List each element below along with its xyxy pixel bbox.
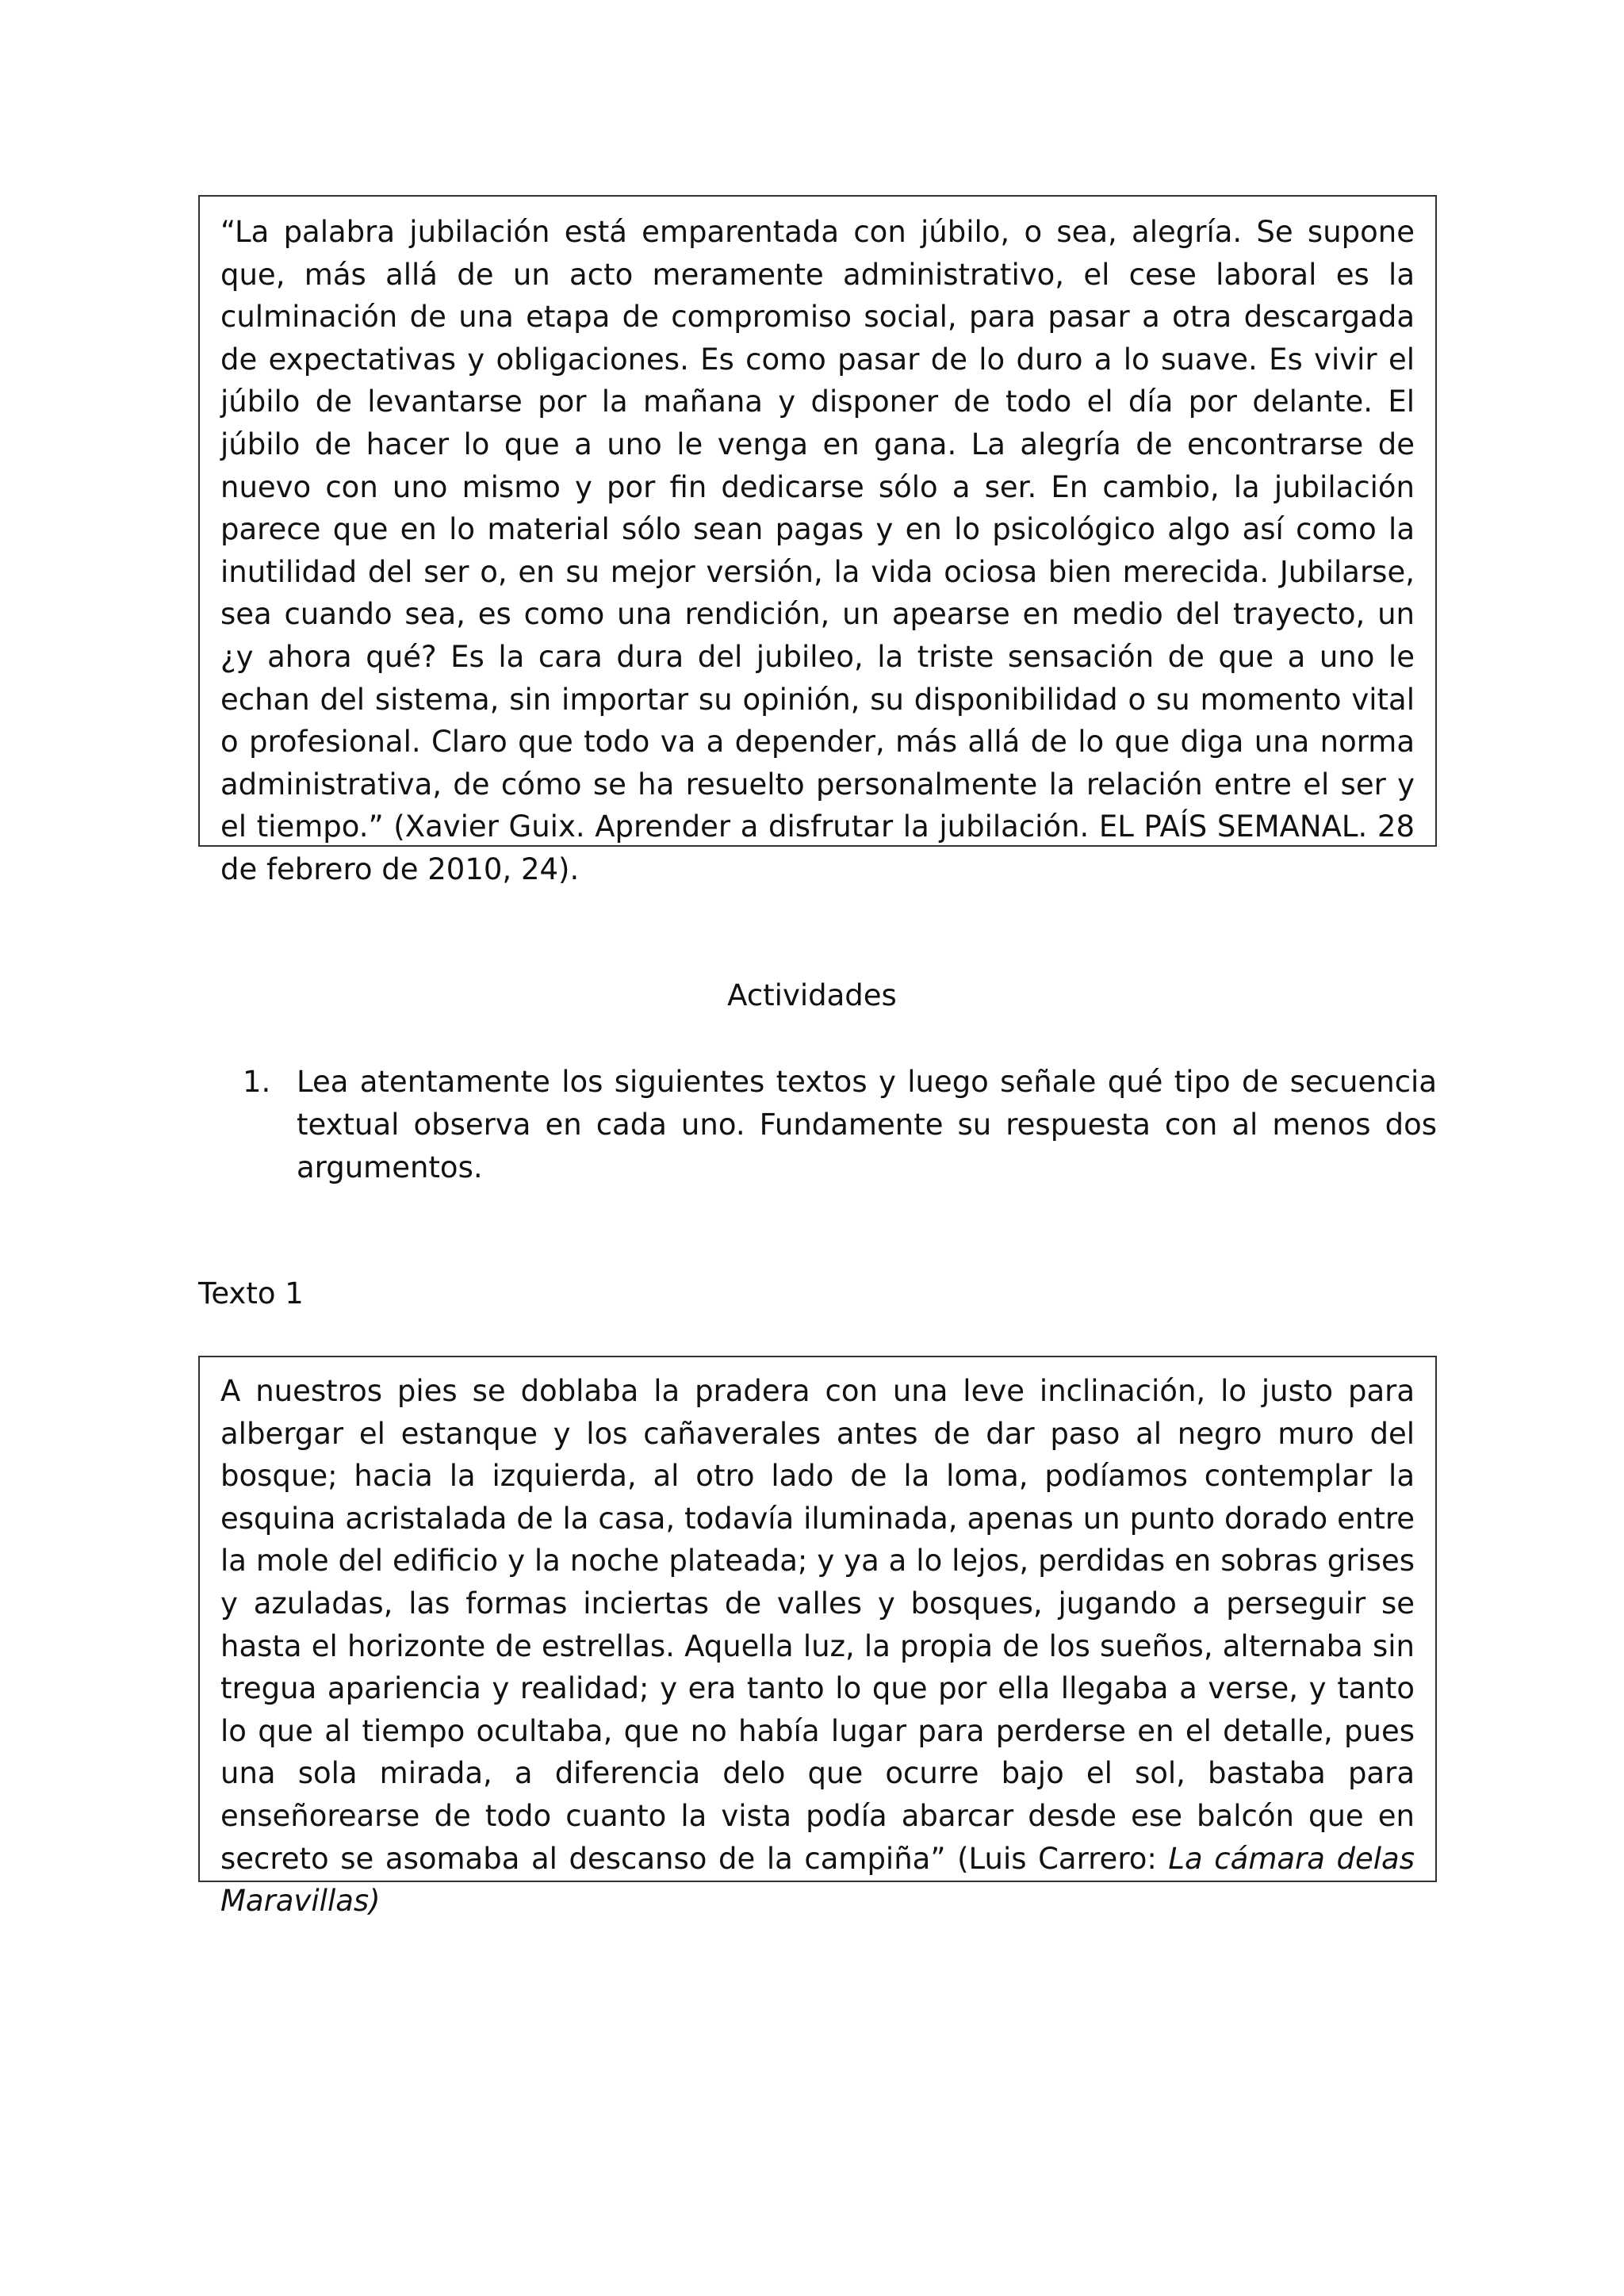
activities-list — [198, 1061, 1437, 1189]
activity-text: Lea atentamente los siguientes textos y luego señale qué tipo de secuencia textual observa en cada uno. Fundamente su respuesta con al menos dos argumentos. — [297, 1065, 1437, 1184]
quote-text: “La palabra jubilación está emparentada con júbilo, o sea, alegría. Se supone que, más allá de un acto meramente administrativo, el cese laboral es la culminación de una etapa de compromiso social, para pasar a otra descargada de expectativas y obligaciones. Es como pasar de lo duro a lo suave. Es vivir el júbilo de levantarse por la mañana y disponer de todo el día por delante. El júbilo de hacer lo que a uno le venga en gana. La alegría de encontrarse de nuevo con uno mismo y por fin dedicarse sólo a ser. En cambio, la jubilación parece que en lo material sólo sean pagas y en lo psicológico algo así como la inutilidad del ser o, en su mejor versión, la vida ociosa bien merecida. Jubilarse, sea cuando sea, es como una rendición, un apearse en medio del trayecto, un ¿y ahora qué? Es la cara dura del jubileo, la triste sensación de que a uno le echan del sistema, sin importar su opinión, su disponibilidad o su momento vital o profesional. Claro que todo va a depender, más allá de lo que diga una norma administrativa, de cómo se ha resuelto personalmente la relación entre el ser y el tiempo.” (Xavier Guix. Aprender a disfrutar la jubilación. EL PAÍS SEMANAL. 28 de febrero de 2010, 24). — [220, 215, 1415, 886]
texto-1-box — [198, 1356, 1437, 1919]
texto-1-body — [220, 1370, 1415, 1923]
texto-1-text: A nuestros pies se doblaba la pradera con una leve inclinación, lo justo para albergar el estanque y los cañaverales antes de dar paso al negro muro del bosque; hacia la izquierda, al otro lado de la loma, podíamos contemplar la esquina acristalada de la casa, todavía iluminada, apenas un punto dorado entre la mole del edificio y la noche plateada; y ya a lo lejos, perdidas en sobras grises y azuladas, las formas inciertas de valles y bosques, jugando a perseguir se hasta el horizonte de estrellas. Aquella luz, la propia de los sueños, alternaba sin tregua apariencia y realidad; y era tanto lo que por ella llegaba a verse, y tanto lo que al tiempo ocultaba, que no había lugar para perderse en el detalle, pues una sola mirada, a diferencia delo que ocurre bajo el sol, bastaba para enseñorearse de todo cuanto la vista podía abarcar desde ese balcón que en secreto se asomaba al descanso de la campiña” (Luis Carrero: — [220, 1374, 1415, 1876]
texto-1-book-title: La cámara delas Maravillas) — [220, 1841, 1415, 1919]
texto-1-label: Texto 1 — [198, 1276, 304, 1311]
activity-item — [198, 1061, 1437, 1189]
activities-heading: Actividades — [727, 978, 897, 1012]
activity-number: 1. — [243, 1065, 271, 1099]
quote-box — [198, 195, 1437, 886]
